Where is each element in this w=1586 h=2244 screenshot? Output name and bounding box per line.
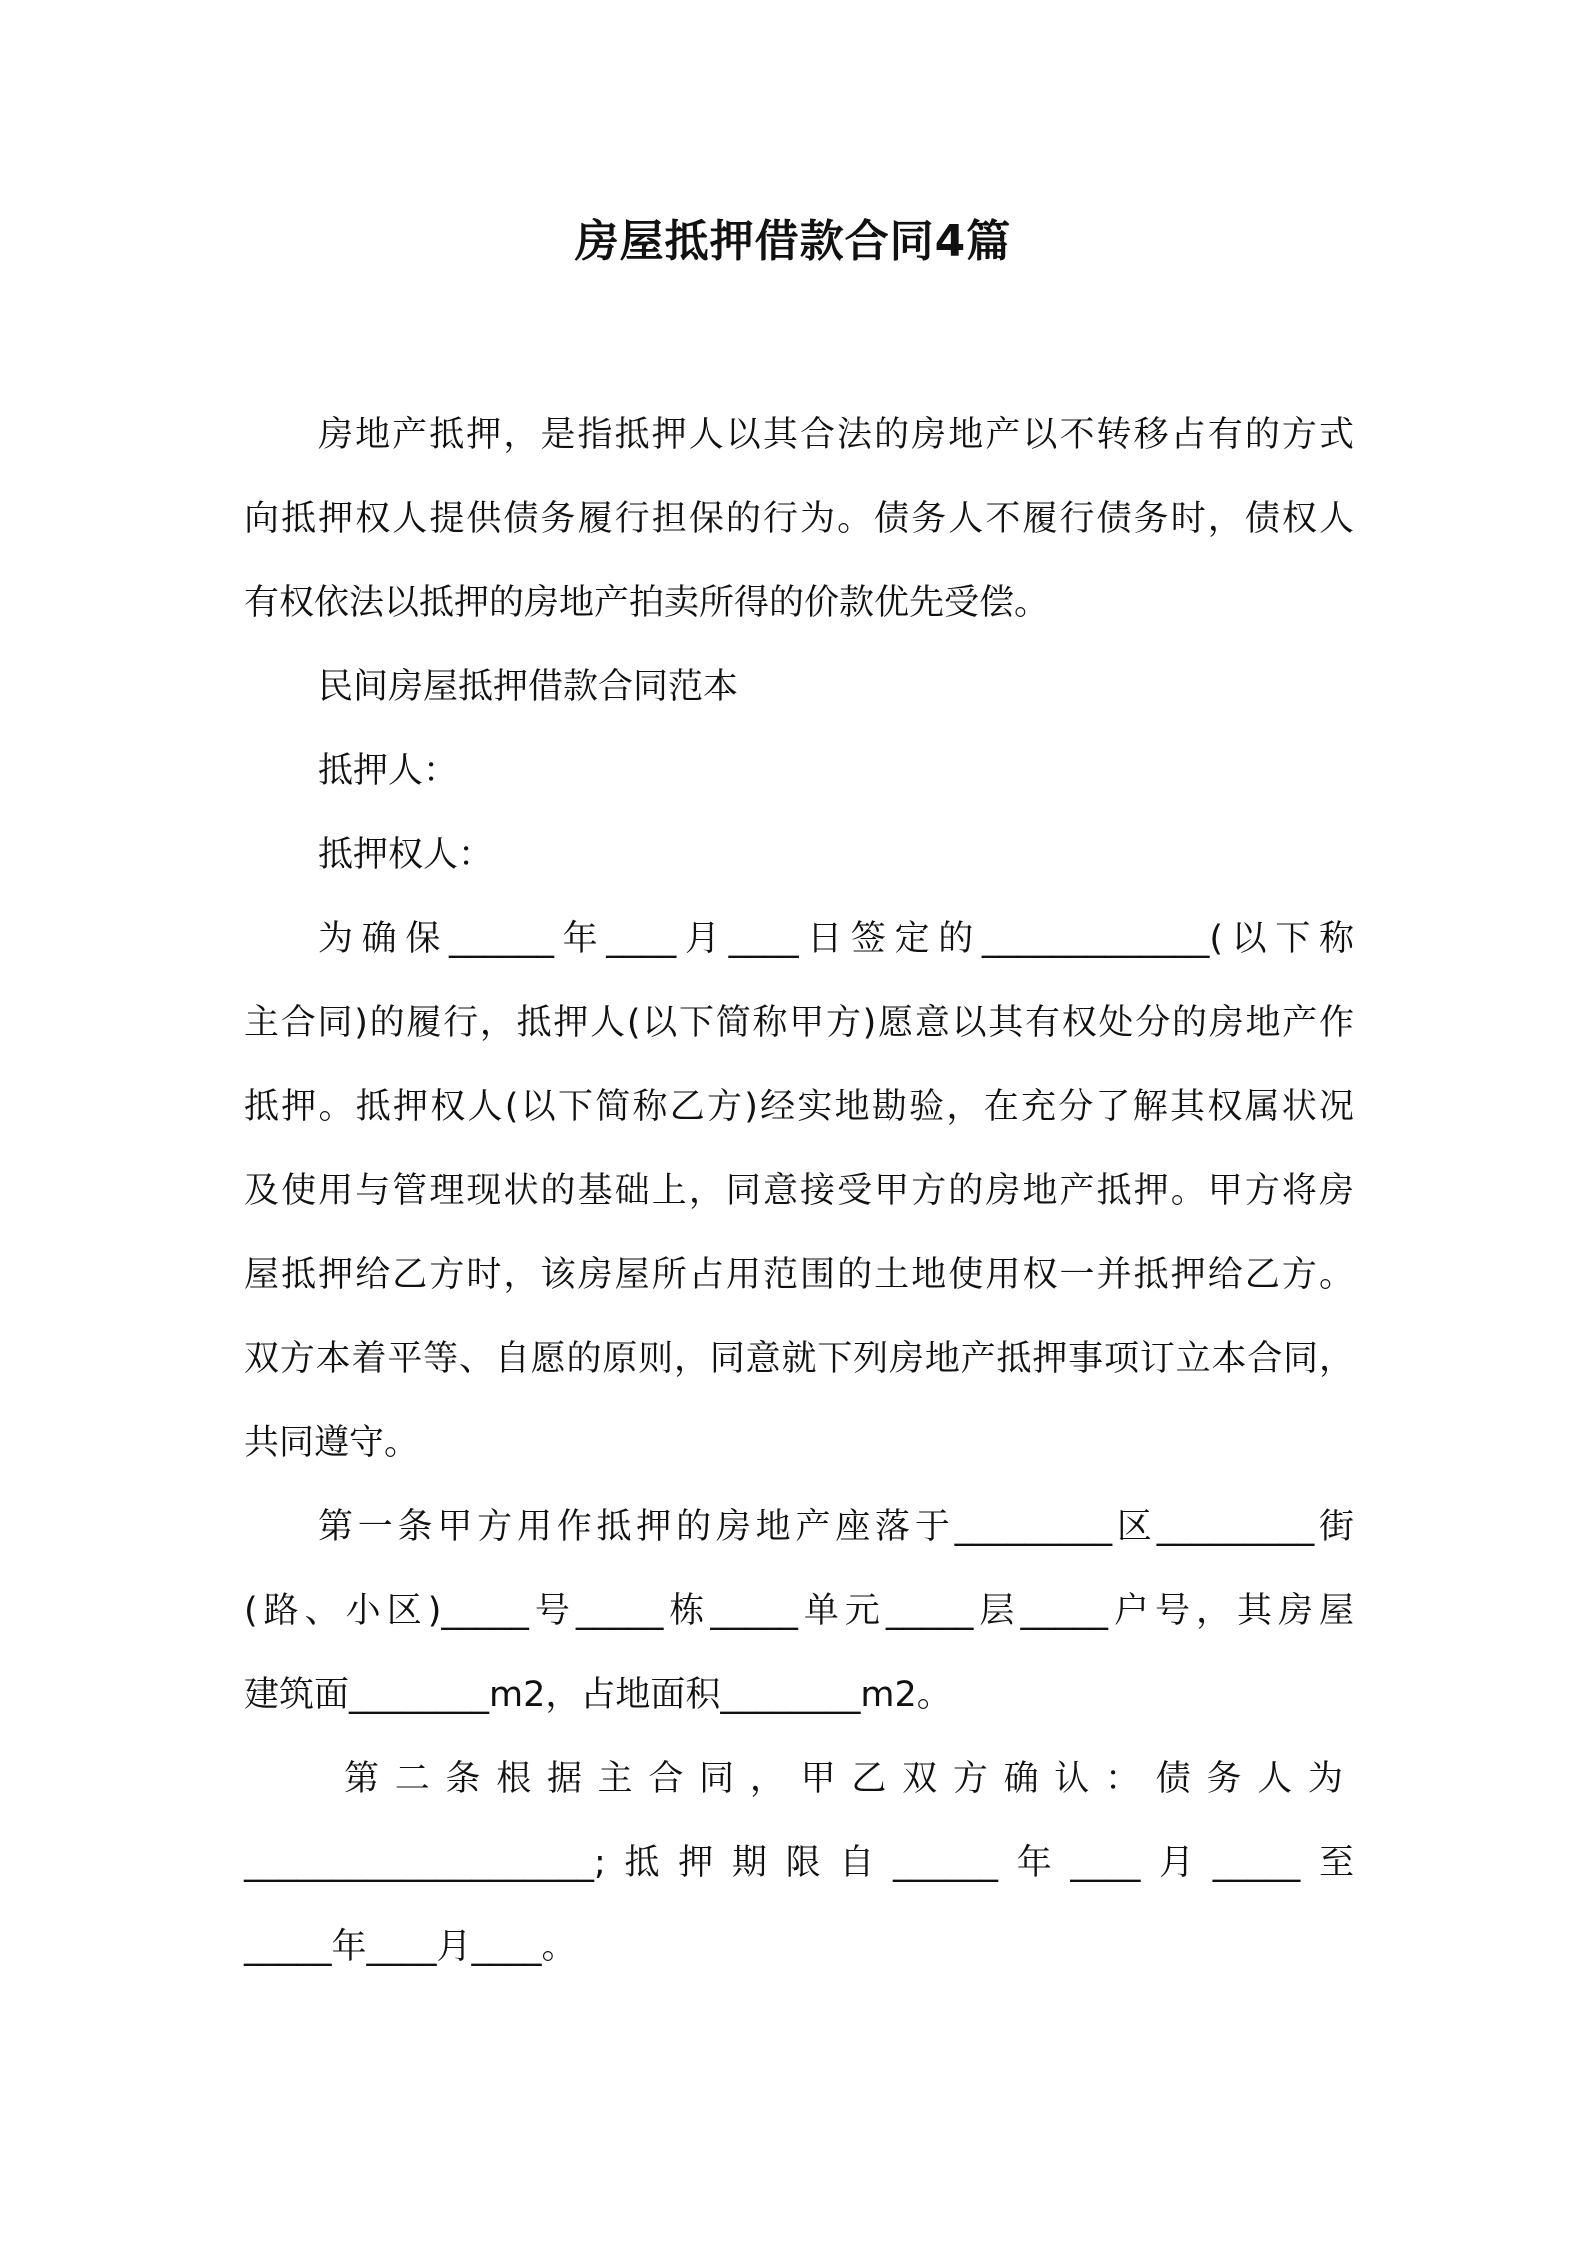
- paragraph-line: 抵押。抵押权人(以下简称乙方)经实地勘验，在充分了解其权属状况: [244, 1087, 1354, 1127]
- article-two-line: _____年____月____。: [244, 1927, 577, 1967]
- article-two-line: 第二条根据主合同，甲乙双方确认：债务人为: [344, 1759, 1354, 1799]
- paragraph-line: 房地产抵押，是指抵押人以其合法的房地产以不转移占有的方式: [318, 415, 1354, 455]
- mortgagor-field: 抵押人：: [318, 751, 459, 791]
- paragraph-line: 向抵押权人提供债务履行担保的行为。债务人不履行债务时，债权人: [244, 499, 1354, 539]
- article-one-line: 第一条甲方用作抵押的房地产座落于_________区_________街: [318, 1507, 1354, 1547]
- section-heading: 民间房屋抵押借款合同范本: [318, 667, 739, 707]
- paragraph-line: 及使用与管理现状的基础上，同意接受甲方的房地产抵押。甲方将房: [244, 1171, 1354, 1211]
- article-two-line: ____________________;抵押期限自______年____月_____至: [244, 1843, 1354, 1883]
- article-one-line: 建筑面________m2，占地面积________m2。: [244, 1675, 952, 1715]
- document-title: 房屋抵押借款合同4篇: [574, 216, 1012, 267]
- paragraph-line: 共同遵守。: [244, 1423, 420, 1463]
- mortgagee-field: 抵押权人：: [318, 835, 494, 875]
- paragraph-line: 有权依法以抵押的房地产拍卖所得的价款优先受偿。: [244, 583, 1050, 623]
- article-one-line: (路、小区)_____号_____栋_____单元_____层_____户号，其房屋: [244, 1591, 1354, 1631]
- paragraph-line: 为确保______年____月____日签定的_____________(以下称: [318, 919, 1354, 959]
- paragraph-line: 双方本着平等、自愿的原则，同意就下列房地产抵押事项订立本合同，: [244, 1339, 1354, 1379]
- paragraph-line: 屋抵押给乙方时，该房屋所占用范围的土地使用权一并抵押给乙方。: [244, 1255, 1354, 1295]
- paragraph-line: 主合同)的履行，抵押人(以下简称甲方)愿意以其有权处分的房地产作: [244, 1003, 1354, 1043]
